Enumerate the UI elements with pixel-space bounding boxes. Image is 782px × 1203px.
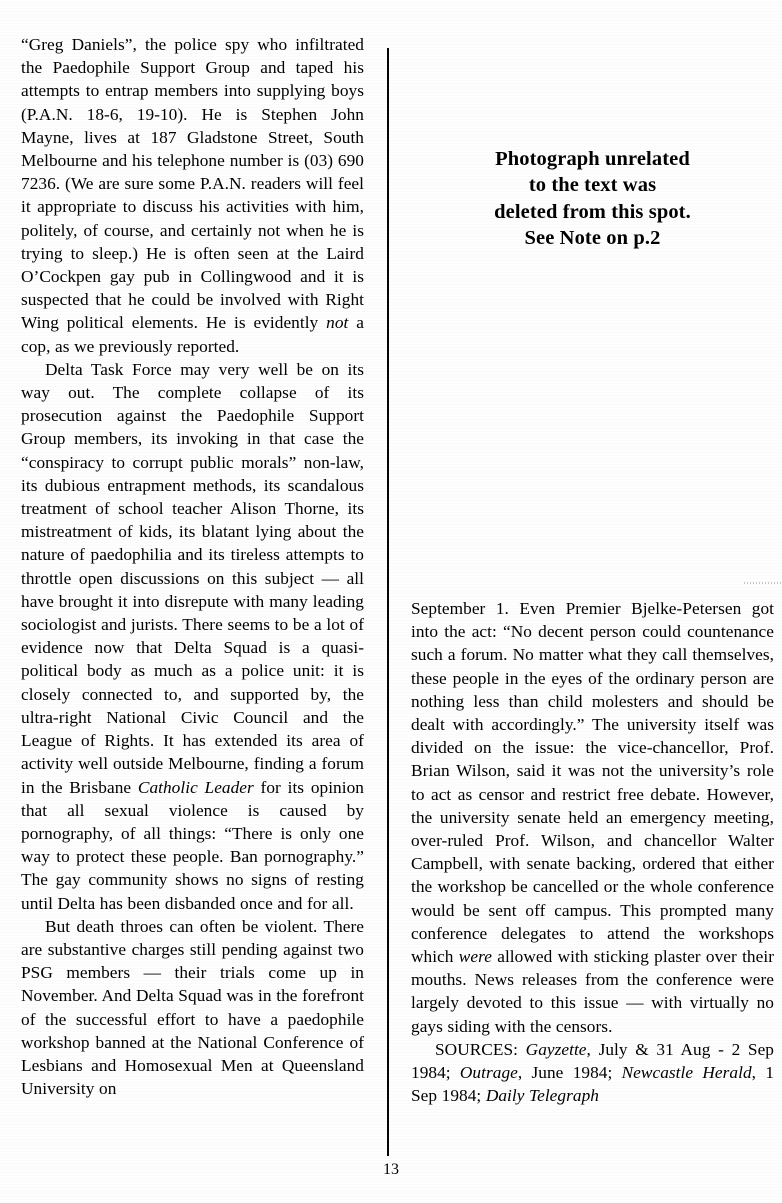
photo-note-line-1: Photograph unrelated [495,148,690,170]
text-run: SOURCES: [435,1039,526,1059]
text-run: for its opinion that all sexual violence is caused by pornography, of all things: “There is only one way to protect these people. Ban pornography.” The gay community shows no signs of resting until Delta has been disbanded once and for all. [21,777,364,913]
text-run: a cop, as we previously reported. [21,313,364,356]
italic-run: Outrage [459,1063,518,1083]
italic-run: Catholic Leader [137,777,254,797]
paragraph [21,915,364,1101]
text-run: But death throes can often be violent. There are substantive charges still pending against two PSG members — their trials come up in November. And Delta Squad was in the forefront of the successful effort to have a paedophile workshop banned at the National Conference of Lesbians and Homosexual Men at Queensland University on [21,916,364,1099]
italic-run: Newcastle Herald [621,1063,752,1083]
italic-run: Gayzette [525,1039,587,1059]
page-number: 13 [383,1161,399,1178]
column-divider-rule [387,48,389,1156]
photo-note-line-3: deleted from this spot. [494,200,691,223]
text-run: September 1. Even Premier Bjelke-Petersen got into the act: “No decent person could countenance such a forum. No matter what they call themselves, these people in the eyes of the ordinary person are nothing less than child molesters and should be dealt with accordingly.” The university itself was divided on the issue: the vice-chancellor, Prof. Brian Wilson, said it was not the university’s role to act as censor and restrict free debate. However, the university senate held an emergency meeting, over-ruled Prof. Wilson, and chancellor Walter Campbell, with senate backing, ordered that either the workshop be cancelled or the whole conference would be sent off campus. This prompted many conference delegates to attend the workshops which [411,599,774,967]
text-run: “Greg Daniels”, the police spy who infiltrated the Paedophile Support Group and taped his attempts to entrap members into supplying boys (P.A.N. 18-6, 19-10). He is Stephen John Mayne, lives at 187 Gladstone Street, South Melbourne and his telephone number is (03) 690 7236. (We are sure some P.A.N. readers will feel it appropriate to discuss his activities with him, politely, of course, and certainly not when he is trying to sleep.) He is often seen at the Laird O’Cockpen gay pub in Collingwood and it is suspected that he could be involved with Right Wing political elements. He is evidently [21,35,364,333]
scan-artifact-dotted-line [744,582,782,584]
paragraph [21,358,364,915]
text-run: , 1 Sep 1984; [411,1063,775,1106]
paragraph [21,33,364,358]
photo-note-line-4: See Note on p.2 [524,227,661,250]
text-run: , July & 31 Aug - 2 Sep 1984; [411,1039,774,1083]
photo-removal-note [411,146,774,252]
italic-run: Daily Telegraph [485,1086,599,1106]
text-run: Delta Task Force may very well be on its way out. The complete collapse of its prosecution against the Paedophile Support Group members, its invoking in that case the “conspiracy to corrupt public morals” non-law, its dubious entrapment methods, its scandalous treatment of school teacher Alison Thorne, its mistreatment of kids, its blatant lying about the nature of paedophilia and its tireless attempts to throttle open discussions on this subject — all have brought it into disrepute with many leading sociologist and jurists. There seems to be a lot of evidence now that Delta Squad is a quasi-political body as much as a police unit: it is closely connected to, and supported by, the ultra-right National Civic Council and the League of Rights. It has extended its area of activity well outside Melbourne, finding a forum in the Brisbane [21,359,364,797]
italic-run: were [458,947,492,967]
paragraph-sources [411,1038,774,1108]
photo-note-line-2: to the text was [528,174,657,197]
text-run: allowed with sticking plaster over their mouths. News releases from the conference were largely devoted to this issue — with virtually no gays siding with the censors. [411,947,774,1036]
italic-run: not [326,313,349,333]
text-run: , June 1984; [517,1063,622,1083]
paragraph [411,597,774,1038]
body-text-column-left [21,33,364,1100]
body-text-column-right [411,597,774,1107]
